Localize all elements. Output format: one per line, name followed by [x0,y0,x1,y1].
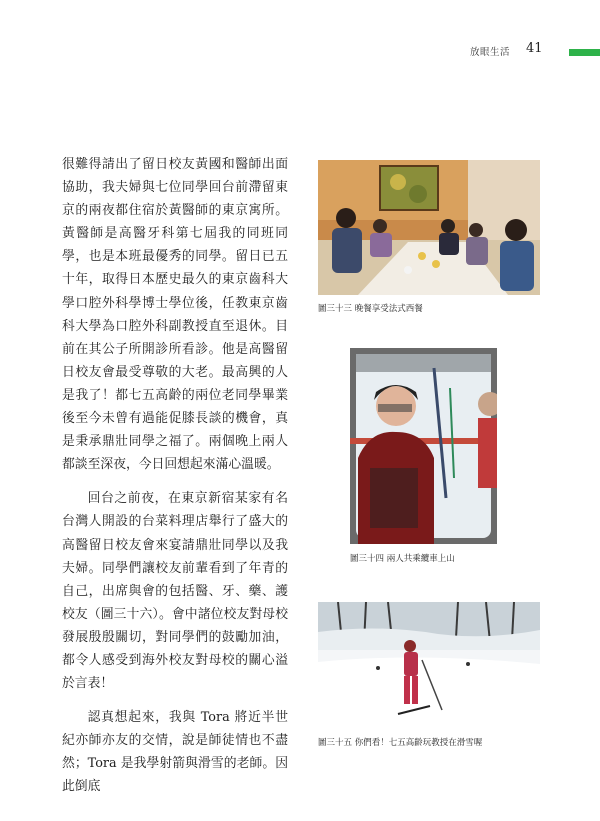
figure-caption: 圖三十四 兩人共乘纜車上山 [350,554,455,564]
paragraph: 回台之前夜，在東京新宿某家有名台灣人開設的台菜料理店舉行了盛大的高醫留日校友會來宴請鼎壯同學以及我夫婦。同學們讓校友前輩看到了年青的自己，出席與會的包括醫、牙、藥、護校友（圖三十六）。會中諸位校友對母校發展殷殷關切，對同學們的鼓勵加油，都令人感受到海外校友對母校的關心溢於言表！ [62,491,288,692]
paragraph: 很難得請出了留日校友黃國和醫師出面協助，我夫婦與七位同學回台前滯留東京的兩夜都住宿於黃醫師的東京寓所。黃醫師是高醫牙科第七屆我的同班同學，也是本班最優秀的同學。留日已五十年，取得日本歷史最久的東京齒科大學口腔外科學博士學位後，任教東京齒科大學為口腔外科副教授直至退休。目前在其公子所開診所看診。他是高醫留日校友會最受尊敬的大老。最高興的人是我了！都七五高齡的兩位老同學畢業後至今未曾有過能促膝長談的機會，真是秉承鼎壯同學之福了。兩個晚上兩人都談至深夜，今日回想起來滿心溫暖。 [62,157,288,473]
photo-gondola [350,348,497,544]
photo-skiing-image [318,602,540,730]
header-section-title: 放眼生活 [470,47,511,58]
page-number: 41 [526,41,543,56]
photo-dinner-image [318,160,540,295]
photo-gondola-image [350,348,497,544]
body-text [62,153,288,810]
photo-skiing [318,602,540,730]
paragraph: 認真想起來，我與 Tora 將近半世紀亦師亦友的交情，說是師徒情也不盡然；Tora 是我學射箭與滑雪的老師。因此倒底 [62,710,288,795]
figure-caption: 圖三十五 你們看！七五高齡玩教授在滑雪喔 [318,738,483,748]
header-accent-bar [569,49,600,56]
photo-dinner [318,160,540,295]
figure-caption: 圖三十三 晚餐享受法式西餐 [318,304,423,314]
